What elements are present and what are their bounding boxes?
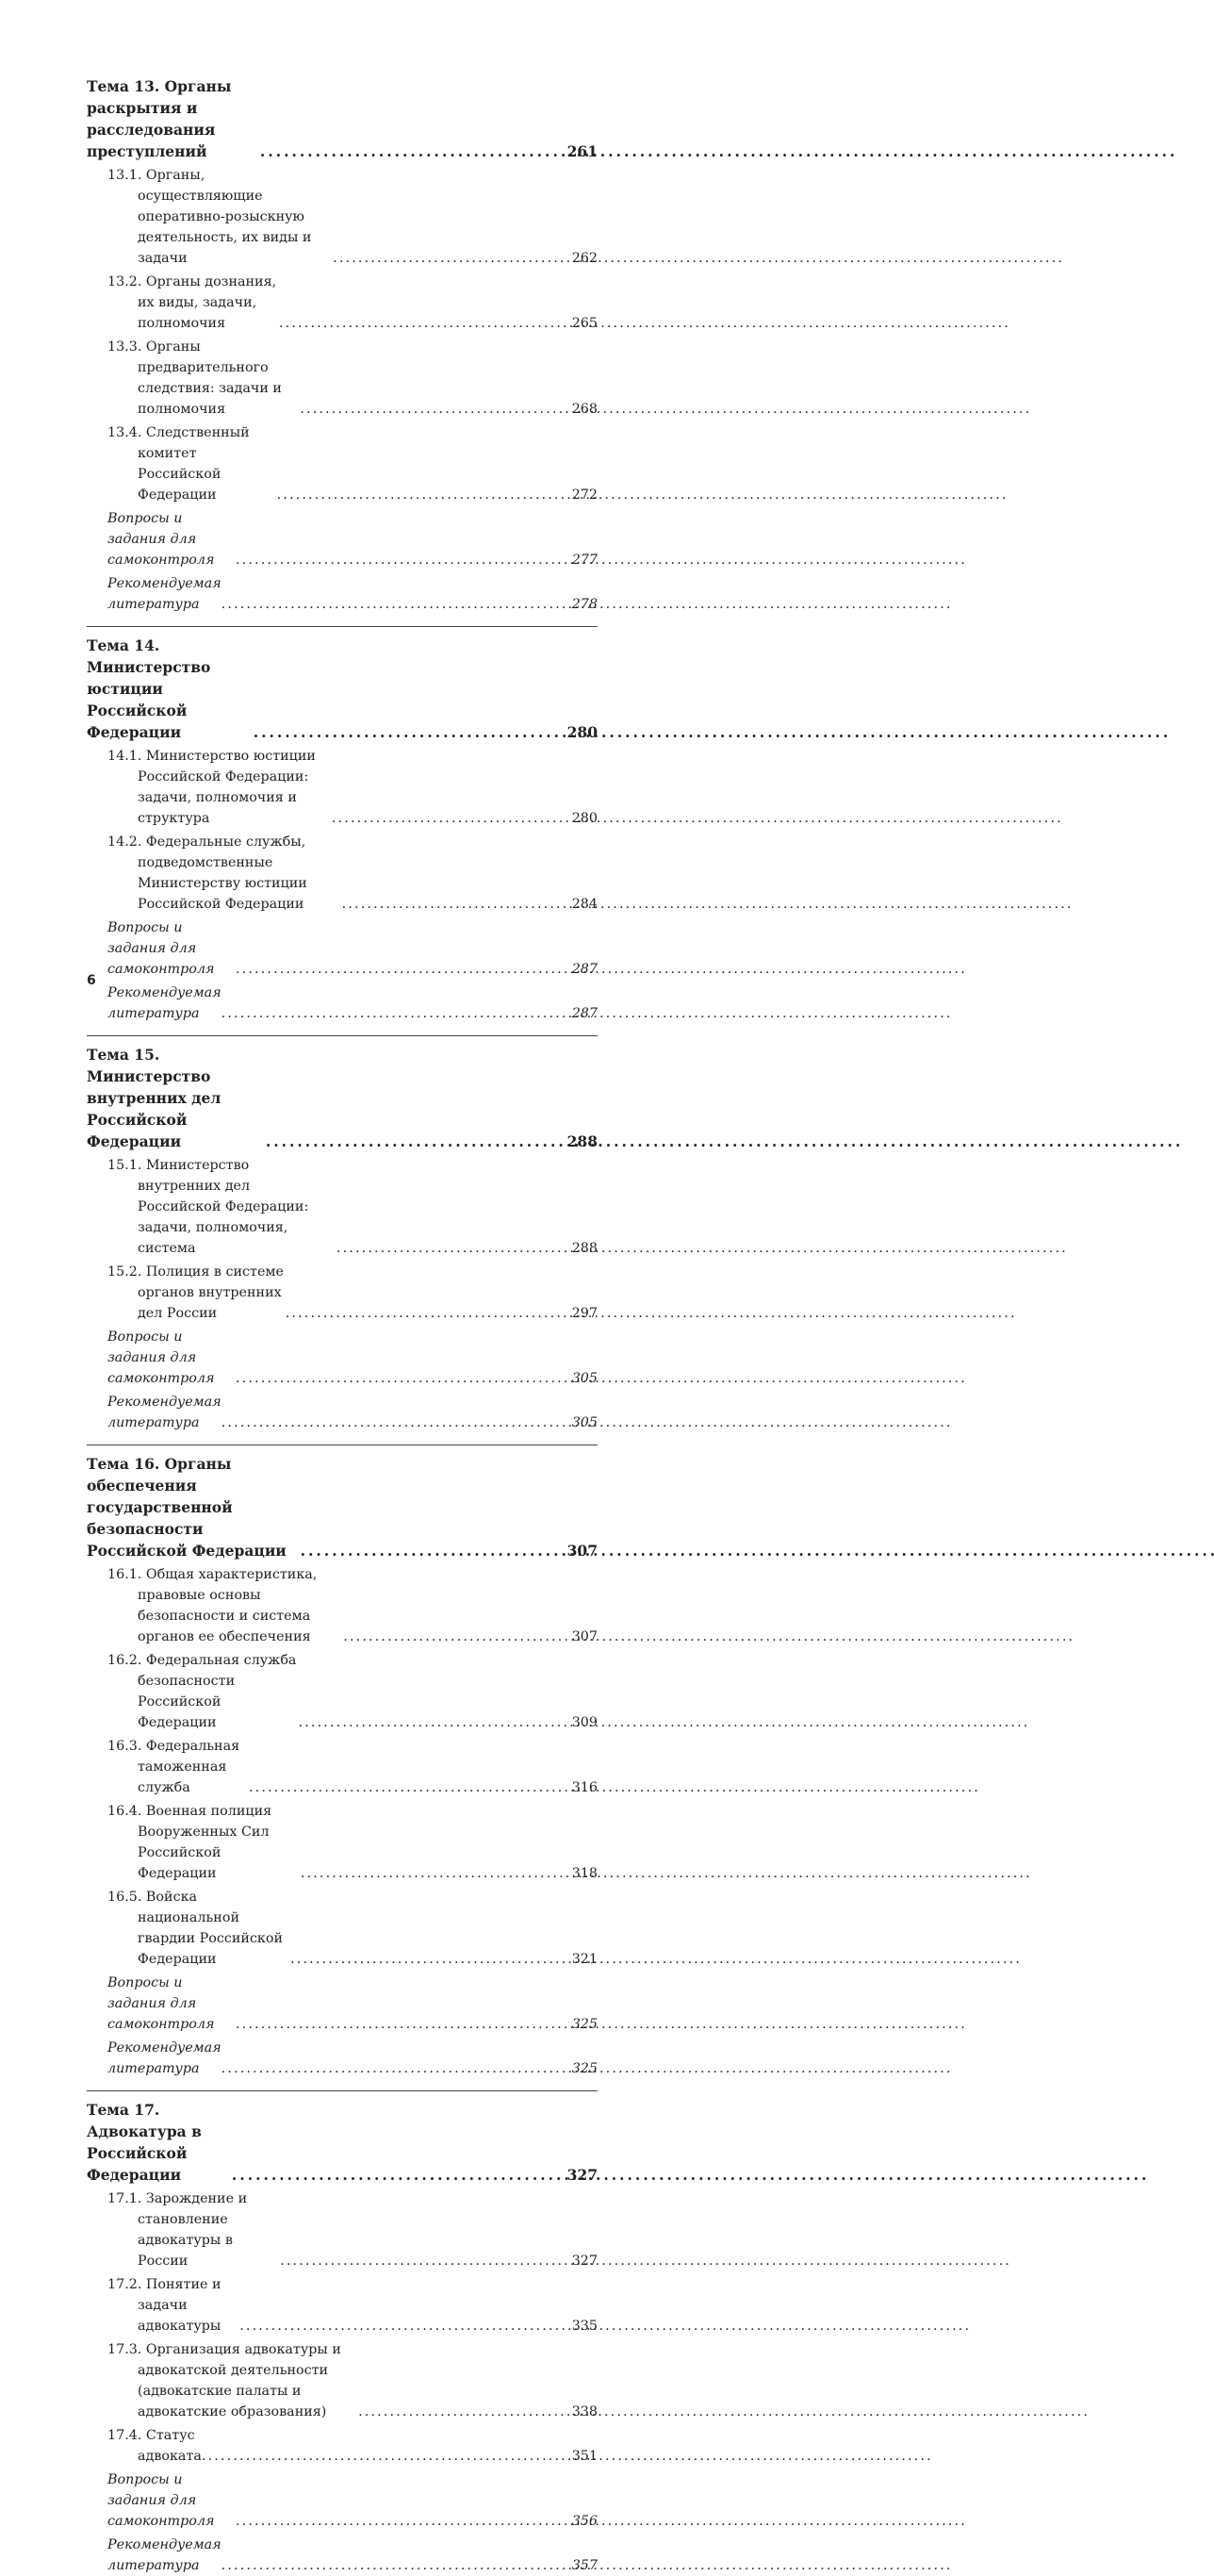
toc-entry-page: 325 <box>571 2017 598 2032</box>
dot-leader <box>333 248 570 269</box>
toc-italic-entry <box>87 1973 598 2035</box>
dot-leader <box>301 1863 570 1884</box>
toc-entry-title: 13.2. Органы дознания, их виды, задачи, полномочия <box>107 274 277 331</box>
toc-entry-title: Вопросы и задания для самоконтроля <box>107 920 215 977</box>
dot-leader <box>279 313 570 334</box>
dot-leader <box>202 2446 570 2467</box>
dot-leader <box>336 1238 570 1259</box>
toc-entry-page: 287 <box>571 962 598 977</box>
dot-leader <box>236 1368 570 1389</box>
toc-italic-entry <box>87 983 598 1024</box>
dot-leader <box>299 1712 570 1733</box>
page-number: 6 <box>87 973 96 988</box>
dot-leader <box>342 894 570 915</box>
toc-entry-page: 288 <box>571 1241 598 1256</box>
toc-entry-title: 14.1. Министерство юстиции Российской Федерации: задачи, полномочия и структура <box>107 749 316 826</box>
dot-leader <box>266 1131 566 1152</box>
dot-leader <box>232 2164 566 2186</box>
dot-leader <box>358 2402 570 2422</box>
toc-entry-page: 307 <box>571 1629 598 1644</box>
toc-entry-title: 16.5. Войска национальной гвардии Российской Федерации <box>107 1890 283 1967</box>
toc-entry-page: 265 <box>571 316 598 331</box>
toc-topic-entry <box>87 75 598 162</box>
dot-leader <box>280 2251 570 2271</box>
toc-section-entry <box>87 1650 598 1733</box>
toc-section-entry <box>87 1262 598 1324</box>
toc-entry-page: 288 <box>566 1132 598 1150</box>
toc-entry-page: 327 <box>566 2166 598 2184</box>
toc-entry-title: 17.1. Зарождение и становление адвокатуры в России <box>107 2191 248 2269</box>
toc-entry-page: 351 <box>571 2449 598 2464</box>
toc-section-entry <box>87 1887 598 1970</box>
toc-section-entry <box>87 746 598 829</box>
toc-entry-title: Тема 13. Органы раскрытия и расследования преступлений <box>87 77 232 160</box>
dot-leader <box>332 808 570 829</box>
dot-leader <box>254 721 566 743</box>
toc-entry-page: 287 <box>571 1006 598 1021</box>
toc-entry-title: Вопросы и задания для самоконтроля <box>107 511 215 568</box>
dot-leader <box>236 2511 570 2532</box>
toc-entry-page: 335 <box>571 2319 598 2334</box>
toc-section-entry <box>87 165 598 269</box>
dot-leader <box>343 1627 569 1647</box>
table-of-contents <box>87 75 598 2576</box>
toc-entry-page: 261 <box>566 142 598 160</box>
toc-entry-title: 16.1. Общая характеристика, правовые основы безопасности и система органов ее обеспечения <box>107 1567 318 1644</box>
toc-entry-page: 307 <box>566 1542 598 1560</box>
toc-entry-page: 338 <box>571 2404 598 2419</box>
toc-section-entry <box>87 2274 598 2337</box>
toc-entry-title: 15.2. Полиция в системе органов внутренних дел России <box>107 1264 284 1321</box>
toc-entry-page: 262 <box>571 251 598 266</box>
toc-entry-title: Рекомендуемая литература <box>107 985 221 1021</box>
toc-topic-entry <box>87 626 598 743</box>
dot-leader <box>221 1412 570 1433</box>
dot-leader <box>301 1540 566 1561</box>
toc-entry-title: 14.2. Федеральные службы, подведомственные Министерству юстиции Российской Федерации <box>107 834 307 912</box>
toc-italic-entry <box>87 573 598 615</box>
toc-entry-title: Тема 17. Адвокатура в Российской Федерации <box>87 2101 202 2184</box>
toc-entry-page: 278 <box>571 597 598 612</box>
toc-entry-page: 280 <box>571 811 598 826</box>
toc-entry-page: 284 <box>571 897 598 912</box>
toc-topic-entry <box>87 1035 598 1152</box>
toc-section-entry <box>87 422 598 505</box>
toc-italic-entry <box>87 1327 598 1389</box>
toc-italic-entry <box>87 2038 598 2079</box>
toc-section-entry <box>87 1564 598 1647</box>
dot-leader <box>277 485 570 505</box>
toc-entry-page: 268 <box>571 402 598 417</box>
toc-italic-entry <box>87 917 598 980</box>
toc-entry-page: 280 <box>566 723 598 741</box>
toc-section-entry <box>87 272 598 334</box>
toc-entry-title: 17.4. Статус адвоката <box>107 2428 202 2464</box>
toc-section-entry <box>87 2188 598 2271</box>
toc-italic-entry <box>87 1392 598 1433</box>
toc-entry-title: 16.3. Федеральная таможенная служба <box>107 1739 240 1795</box>
toc-section-entry <box>87 1801 598 1884</box>
toc-topic-entry <box>87 2090 598 2186</box>
toc-entry-title: 17.3. Организация адвокатуры и адвокатской деятельности (адвокатские палаты и адвокатские образования) <box>107 2342 341 2419</box>
toc-entry-page: 305 <box>571 1371 598 1386</box>
toc-entry-title: 13.3. Органы предварительного следствия: задачи и полномочия <box>107 339 282 417</box>
toc-entry-title: Вопросы и задания для самоконтроля <box>107 1329 215 1386</box>
toc-entry-page: 327 <box>571 2254 598 2269</box>
dot-leader <box>236 2014 570 2035</box>
dot-leader <box>221 1003 570 1024</box>
toc-section-entry <box>87 2425 598 2467</box>
toc-entry-title: Тема 16. Органы обеспечения государственной безопасности Российской Федерации <box>87 1455 287 1560</box>
toc-entry-title: Рекомендуемая литература <box>107 2537 221 2573</box>
toc-entry-page: 318 <box>571 1866 598 1881</box>
toc-entry-page: 325 <box>571 2061 598 2076</box>
toc-section-entry <box>87 832 598 915</box>
toc-entry-title: 13.1. Органы, осуществляющие оперативно-розыскную деятельность, их виды и задачи <box>107 168 312 266</box>
toc-entry-title: Тема 14. Министерство юстиции Российской Федерации <box>87 636 211 741</box>
dot-leader <box>260 140 566 162</box>
toc-entry-page: 272 <box>571 487 598 503</box>
toc-entry-title: Вопросы и задания для самоконтроля <box>107 1975 215 2032</box>
toc-topic-entry <box>87 1445 598 1561</box>
dot-leader <box>221 594 570 615</box>
toc-entry-page: 321 <box>571 1952 598 1967</box>
toc-section-entry <box>87 2339 598 2422</box>
toc-entry-page: 316 <box>571 1780 598 1795</box>
toc-entry-title: Рекомендуемая литература <box>107 1395 221 1430</box>
dot-leader <box>239 2316 570 2337</box>
dot-leader <box>249 1777 570 1798</box>
toc-entry-page: 356 <box>571 2514 598 2529</box>
toc-entry-page: 357 <box>571 2558 598 2573</box>
toc-section-entry <box>87 1736 598 1798</box>
dot-leader <box>300 399 569 420</box>
dot-leader <box>221 2555 570 2576</box>
dot-leader <box>236 959 570 980</box>
dot-leader <box>221 2058 570 2079</box>
toc-section-entry <box>87 1155 598 1259</box>
toc-entry-title: 17.2. Понятие и задачи адвокатуры <box>107 2277 221 2334</box>
toc-italic-entry <box>87 2535 598 2576</box>
toc-entry-title: 13.4. Следственный комитет Российской Федерации <box>107 425 250 503</box>
toc-section-entry <box>87 337 598 420</box>
toc-entry-title: 16.2. Федеральная служба безопасности Российской Федерации <box>107 1653 297 1730</box>
toc-entry-title: 15.1. Министерство внутренних дел Российской Федерации: задачи, полномочия, система <box>107 1158 309 1256</box>
toc-entry-page: 277 <box>571 553 598 568</box>
toc-italic-entry <box>87 2469 598 2532</box>
toc-entry-title: Рекомендуемая литература <box>107 2040 221 2076</box>
toc-entry-page: 305 <box>571 1415 598 1430</box>
toc-entry-page: 309 <box>571 1715 598 1730</box>
dot-leader <box>286 1303 570 1324</box>
toc-entry-title: 16.4. Военная полиция Вооруженных Сил Российской Федерации <box>107 1804 272 1881</box>
toc-entry-title: Тема 15. Министерство внутренних дел Российской Федерации <box>87 1046 221 1150</box>
toc-entry-title: Рекомендуемая литература <box>107 576 221 612</box>
toc-italic-entry <box>87 508 598 570</box>
dot-leader <box>290 1949 570 1970</box>
dot-leader <box>236 550 570 570</box>
toc-entry-title: Вопросы и задания для самоконтроля <box>107 2472 215 2529</box>
toc-entry-page: 297 <box>571 1306 598 1321</box>
